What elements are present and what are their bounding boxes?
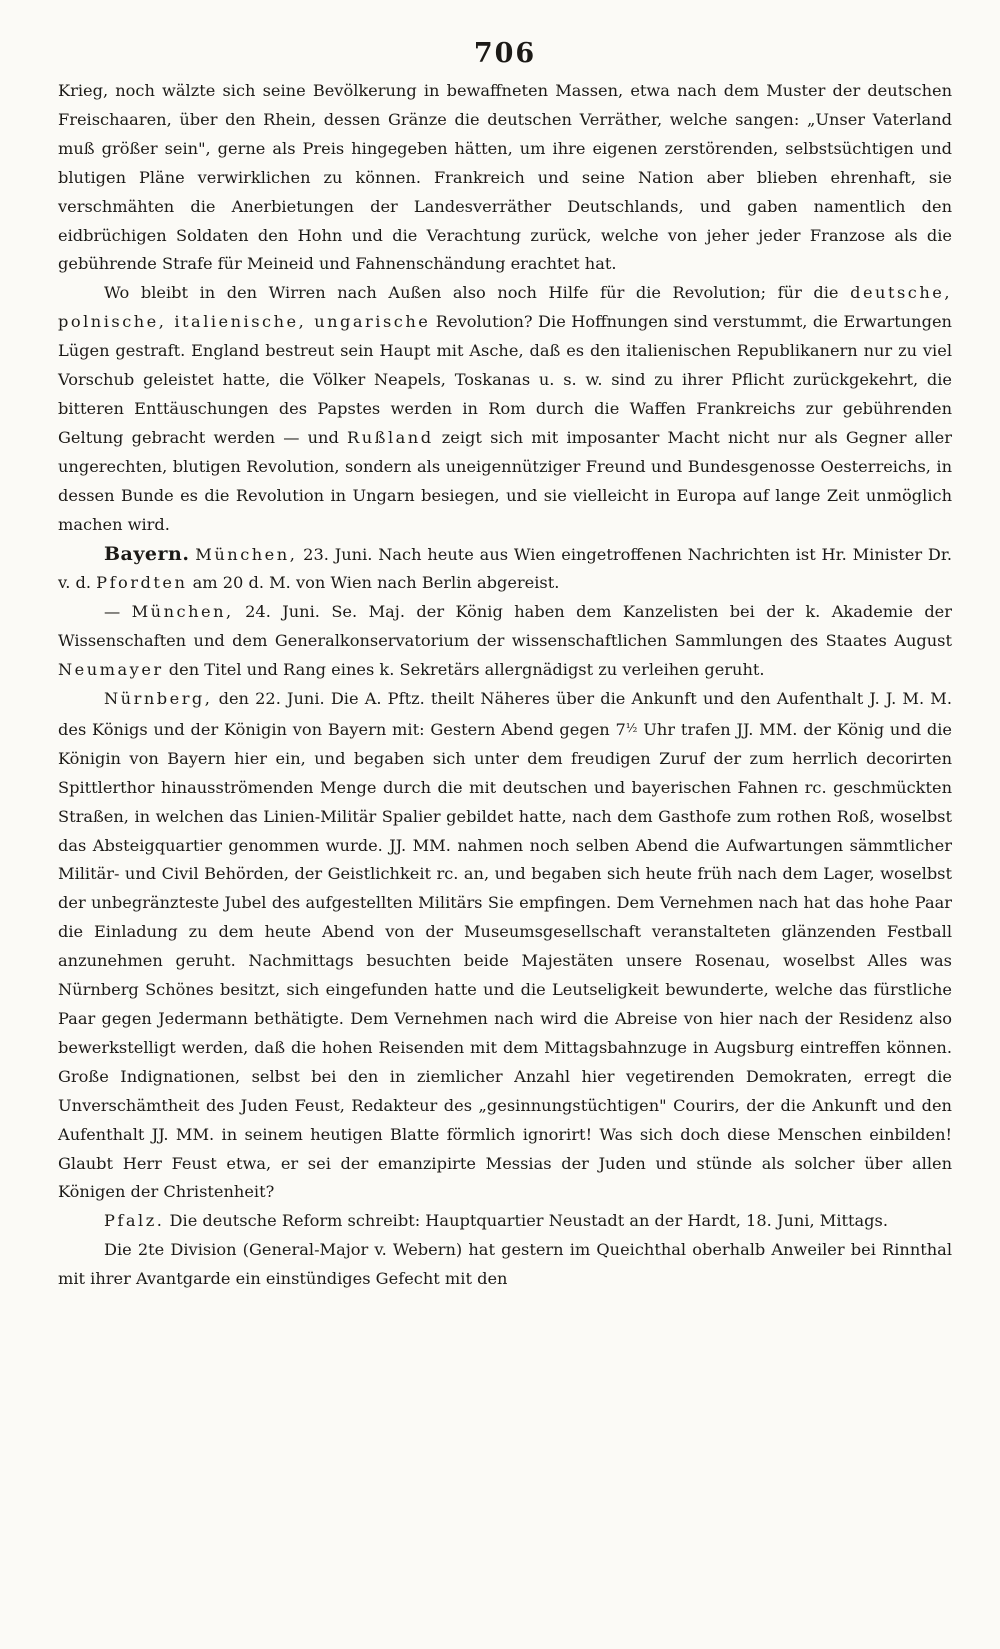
paragraph-nuernberg bbox=[58, 685, 952, 1207]
fraction-half: ½ bbox=[625, 720, 638, 735]
paragraph-muenchen-24 bbox=[58, 598, 952, 685]
text-run: 24. Juni. Se. Maj. der König haben dem Kanzelisten bei der k. Akademie der Wissenschaften und dem Generalkonservatorium der wissenschaftlichen Sammlungen des Staates August bbox=[58, 602, 952, 651]
page-number: 706 bbox=[473, 38, 537, 69]
text-run: zeigt sich mit imposanter Macht nicht nur als Gegner aller ungerechten, blutigen Revolution, sondern als uneigennütziger Freund und Bundesgenosse Oesterreichs, in dessen Bunde es die Revolution in Ungarn besiegen, und sie vielleicht in Europa auf lange Zeit unmöglich machen wird. bbox=[58, 427, 952, 534]
paragraph-bayern-muenchen-23 bbox=[58, 540, 952, 599]
text-run: Revolution? Die Hoffnungen sind verstummt, die Erwartungen Lügen gestraft. England bestreut sein Haupt mit Asche, daß es den italienischen Republikanern nur zu viel Vorschub geleistet hatte, die Völker Neapels, Toskanas u. s. w. sind zu ihrer Pflicht zurückgekehrt, die bitteren Enttäuschungen des Papstes werden in Rom durch die Waffen Frankreichs zur gebührenden Geltung gebracht werden — und bbox=[58, 312, 952, 447]
spaced-text: Neumayer bbox=[58, 660, 164, 680]
section-heading-bayern: Bayern. bbox=[104, 542, 190, 565]
spaced-text: Nürnberg, bbox=[104, 689, 213, 709]
spaced-text: München, bbox=[195, 544, 298, 564]
spaced-text: deutsche, polnische, italienische, ungarische bbox=[58, 283, 952, 332]
paragraph-france bbox=[58, 77, 952, 279]
spaced-text: Pfalz. bbox=[104, 1211, 165, 1231]
spaced-text: München, bbox=[131, 602, 234, 622]
article-body bbox=[58, 77, 952, 1294]
text-run: den 22. Juni. Die A. Pftz. theilt Näheres über die Ankunft und den Aufenthalt J. J. M. M. des Königs und der Königin von Bayern mit: Gestern Abend gegen 7 bbox=[58, 689, 952, 739]
text-run: 23. Juni. Nach heute aus Wien eingetroffenen Nachrichten ist Hr. Minister Dr. v. d. bbox=[58, 544, 952, 593]
spaced-text: Rußland bbox=[347, 427, 434, 447]
paragraph-pfalz bbox=[58, 1207, 952, 1236]
text-run: — bbox=[104, 602, 132, 622]
text-run: Die 2te Division (General-Major v. Webern) hat gestern im Queichthal oberhalb Anweiler bei Rinnthal mit ihrer Avantgarde ein einstündiges Gefecht mit den bbox=[58, 1240, 952, 1289]
text-run: Krieg, noch wälzte sich seine Bevölkerung in bewaffneten Massen, etwa nach dem Muster der deutschen Freischaaren, über den Rhein, dessen Gränze die deutschen Verräther, welche sangen: „Unser Vaterland muß größer sein", gerne als Preis hingegeben hätten, um ihre eigenen zerstörenden, selbstsüchtigen und blutigen Pläne verwirklichen zu können. Frankreich und seine Nation aber blieben ehrenhaft, sie verschmähten die Anerbietungen der Landesverräther Deutschlands, und gaben namentlich den eidbrüchigen Soldaten den Hohn und die Verachtung zurück, welche von jeher jeder Franzose als die gebührende Strafe für Meineid und Fahnenschändung erachtet hat. bbox=[58, 81, 952, 274]
text-run: am 20 d. M. von Wien nach Berlin abgereist. bbox=[187, 573, 560, 593]
text-run: Uhr trafen JJ. MM. der König und die Königin von Bayern hier ein, und begaben sich unter dem freudigen Zuruf der zum herrlich decorirten Spittlerthor hinausströmenden Menge durch die mit deutschen und bayerischen Fahnen rc. geschmückten Straßen, in welchen das Linien-Militär Spalier gebildet hatte, nach dem Gasthofe zum rothen Roß, woselbst das Absteigquartier genommen wurde. JJ. MM. nahmen noch selben Abend die Aufwartungen sämmtlicher Militär- und Civil Behörden, der Geistlichkeit rc. an, und begaben sich heute früh nach dem Lager, woselbst der unbegränzteste Jubel des aufgestellten Militärs Sie empfingen. Dem Vernehmen nach hat das hohe Paar die Einladung zu dem heute Abend von der Museumsgesellschaft veranstalteten glänzenden Festball anzunehmen geruht. Nachmittags besuchten beide Majestäten unsere Rosenau, woselbst Alles was Nürnberg Schönes besitzt, sich eingefunden hatte und die Leutseligkeit bewunderte, welche das fürstliche Paar gegen Jedermann bethätigte. Dem Vernehmen nach wird die Abreise von hier nach der Residenz also bewerkstelligt werden, daß die hohen Reisenden mit dem Mittagsbahnzuge in Augsburg eintreffen können. Große Indignationen, selbst bei den in ziemlicher Anzahl hier vegetirenden Demokraten, erregt die Unverschämtheit des Juden Feust, Redakteur des „gesinnungstüchtigen" Courirs, der die Ankunft und den Aufenthalt JJ. MM. in seinem heutigen Blatte förmlich ignorirt! Was sich doch diese Menschen einbilden! Glaubt Herr Feust etwa, er sei der emanzipirte Messias der Juden und stünde als solcher über allen Königen der Christenheit? bbox=[58, 719, 952, 1202]
text-run: Wo bleibt in den Wirren nach Außen also noch Hilfe für die Revolution; für die bbox=[104, 283, 851, 303]
spaced-text: Pfordten bbox=[96, 573, 188, 593]
text-run: Die deutsche Reform schreibt: Hauptquartier Neustadt an der Hardt, 18. Juni, Mittags. bbox=[164, 1211, 888, 1231]
paragraph-revolution bbox=[58, 279, 952, 539]
paragraph-division bbox=[58, 1236, 952, 1294]
text-run: den Titel und Rang eines k. Sekretärs allergnädigst zu verleihen geruht. bbox=[163, 660, 765, 680]
